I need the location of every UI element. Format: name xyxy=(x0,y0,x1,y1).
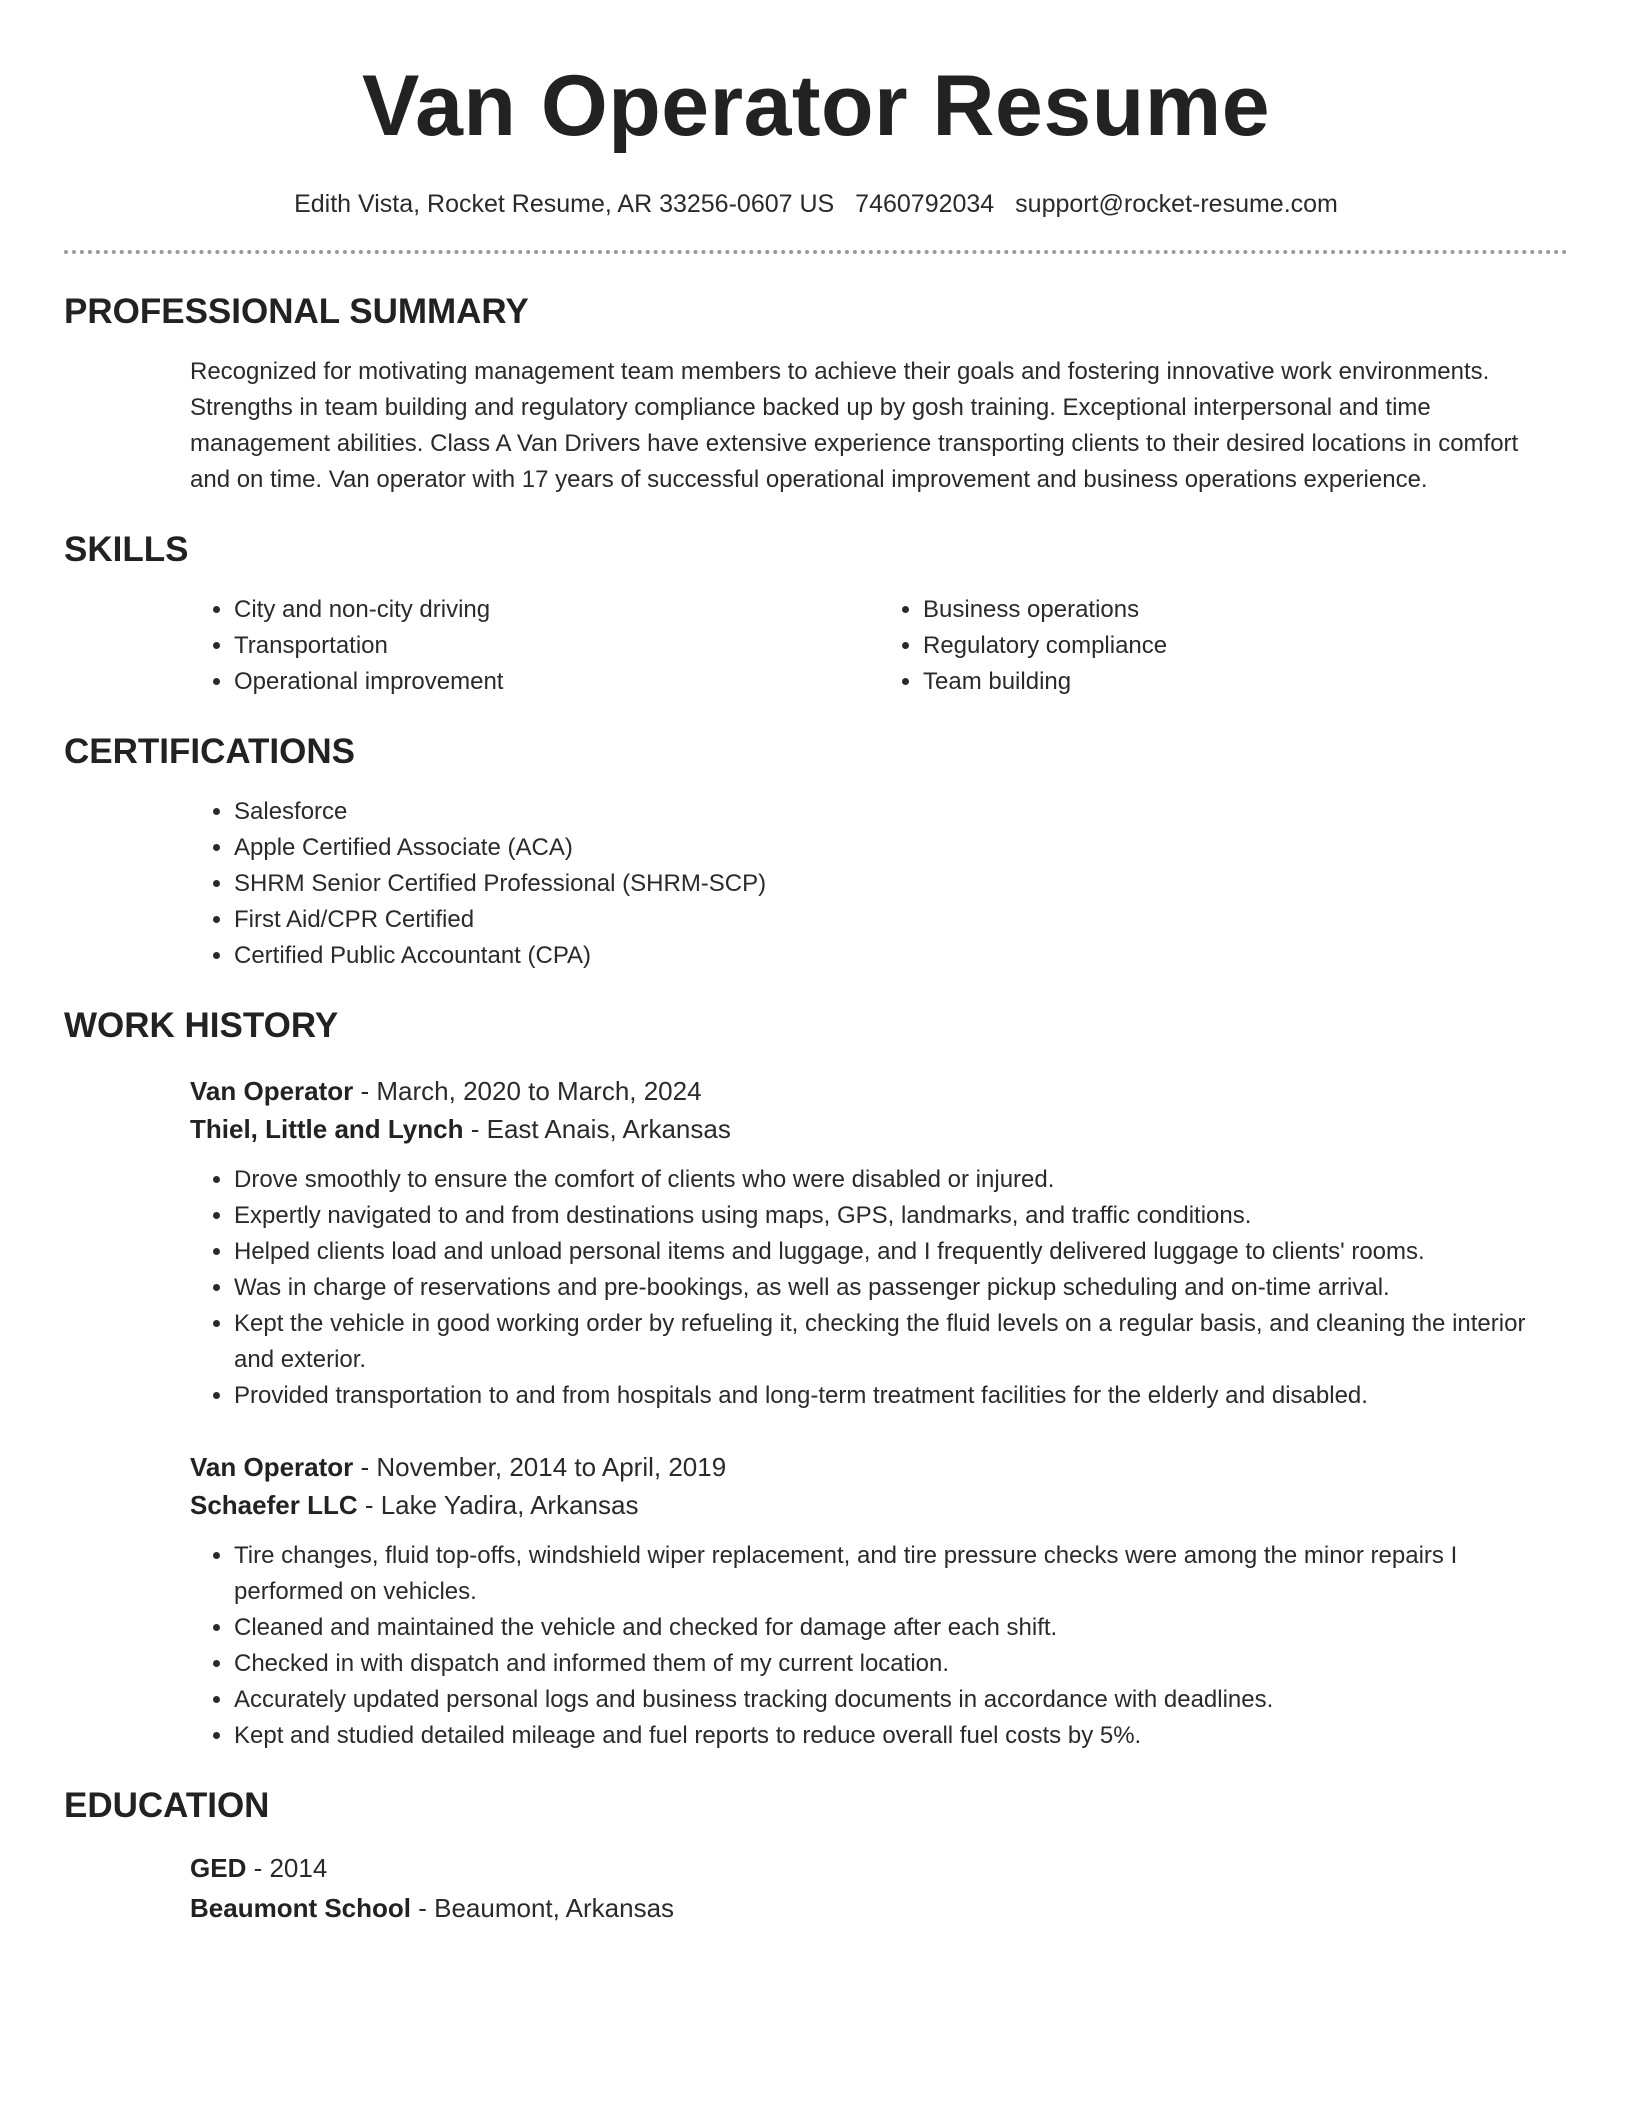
job-company-line xyxy=(190,1110,1568,1148)
education-heading: EDUCATION xyxy=(64,1786,270,1825)
education-school: Beaumont School xyxy=(190,1893,412,1923)
contact-email: support@rocket-resume.com xyxy=(1015,190,1338,218)
job-role: Van Operator xyxy=(190,1076,354,1106)
skills-list-right xyxy=(879,592,1568,700)
job-bullet: • Checked in with dispatch and informed them of my current location. xyxy=(234,1646,1568,1682)
job-company: Thiel, Little and Lynch xyxy=(190,1114,464,1144)
job-bullet: • Cleaned and maintained the vehicle and checked for damage after each shift. xyxy=(234,1610,1568,1646)
certification-item: • SHRM Senior Certified Professional (SHRM-SCP) xyxy=(234,866,1568,902)
job-dates: - March, 2020 to March, 2024 xyxy=(353,1076,702,1106)
education-location: - Beaumont, Arkansas xyxy=(411,1893,675,1923)
skill-item: • Transportation xyxy=(234,628,879,664)
skill-item: • Regulatory compliance xyxy=(923,628,1568,664)
job-bullet-list xyxy=(190,1538,1568,1754)
job-location: - East Anais, Arkansas xyxy=(463,1114,731,1144)
job-bullet: • Drove smoothly to ensure the comfort of clients who were disabled or injured. xyxy=(234,1162,1568,1198)
job-bullet: • Tire changes, fluid top-offs, windshield wiper replacement, and tire pressure checks were among the minor repairs I performed on vehicles. xyxy=(234,1538,1568,1610)
summary-text: Recognized for motivating management team members to achieve their goals and fostering innovative work environments. Strengths in team building and regulatory compliance backed up by gosh training. Exceptional interpersonal and time management abilities. Class A Van Drivers have extensive experience transporting clients to their desired locations in comfort and on time. Van operator with 17 years of successful operational improvement and business operations experience. xyxy=(190,358,1519,493)
job-bullet: • Provided transportation to and from hospitals and long-term treatment facilities for the elderly and disabled. xyxy=(234,1378,1568,1414)
job-bullet: • Accurately updated personal logs and business tracking documents in accordance with deadlines. xyxy=(234,1682,1568,1718)
job-company-line xyxy=(190,1486,1568,1524)
certifications-section xyxy=(64,730,1568,974)
summary-heading: PROFESSIONAL SUMMARY xyxy=(64,292,529,331)
job-dates: - November, 2014 to April, 2019 xyxy=(353,1452,727,1482)
certifications-heading: CERTIFICATIONS xyxy=(64,732,356,771)
summary-section xyxy=(64,290,1568,498)
header-divider xyxy=(64,250,1568,254)
job-bullet: • Helped clients load and unload personal items and luggage, and I frequently delivered luggage to clients' rooms. xyxy=(234,1234,1568,1270)
education-school-line xyxy=(190,1888,1568,1928)
certification-item: • Apple Certified Associate (ACA) xyxy=(234,830,1568,866)
skill-item: • Business operations xyxy=(923,592,1568,628)
education-year: - 2014 xyxy=(246,1853,328,1883)
certification-item: • First Aid/CPR Certified xyxy=(234,902,1568,938)
education-section xyxy=(64,1784,1568,1928)
certification-item: • Salesforce xyxy=(234,794,1568,830)
education-degree: GED xyxy=(190,1853,247,1883)
job-bullet: • Kept the vehicle in good working order by refueling it, checking the fluid levels on a regular basis, and cleaning the interior and exterior. xyxy=(234,1306,1568,1378)
skill-item: • Operational improvement xyxy=(234,664,879,700)
job-bullet-list xyxy=(190,1162,1568,1414)
job-role: Van Operator xyxy=(190,1452,354,1482)
contact-line xyxy=(64,188,1568,220)
job-entry xyxy=(190,1448,1568,1754)
job-bullet: • Kept and studied detailed mileage and fuel reports to reduce overall fuel costs by 5%. xyxy=(234,1718,1568,1754)
job-title-line xyxy=(190,1072,1568,1110)
certifications-list xyxy=(190,794,1568,974)
contact-address: Edith Vista, Rocket Resume, AR 33256-0607 US xyxy=(294,190,835,218)
job-title-line xyxy=(190,1448,1568,1486)
contact-phone: 7460792034 xyxy=(855,190,995,218)
job-bullet: • Was in charge of reservations and pre-bookings, as well as passenger pickup scheduling and on-time arrival. xyxy=(234,1270,1568,1306)
work-history-section xyxy=(64,1004,1568,1754)
certification-item: • Certified Public Accountant (CPA) xyxy=(234,938,1568,974)
skills-heading: SKILLS xyxy=(64,530,189,569)
job-company: Schaefer LLC xyxy=(190,1490,358,1520)
work-history-heading: WORK HISTORY xyxy=(64,1006,339,1045)
skill-item: • Team building xyxy=(923,664,1568,700)
job-entry xyxy=(190,1072,1568,1414)
education-degree-line xyxy=(190,1848,1568,1888)
job-bullet: • Expertly navigated to and from destinations using maps, GPS, landmarks, and traffic conditions. xyxy=(234,1198,1568,1234)
skills-section xyxy=(64,528,1568,700)
job-location: - Lake Yadira, Arkansas xyxy=(357,1490,639,1520)
skills-list-left xyxy=(190,592,879,700)
skill-item: • City and non-city driving xyxy=(234,592,879,628)
resume-title: Van Operator Resume xyxy=(361,58,1271,154)
